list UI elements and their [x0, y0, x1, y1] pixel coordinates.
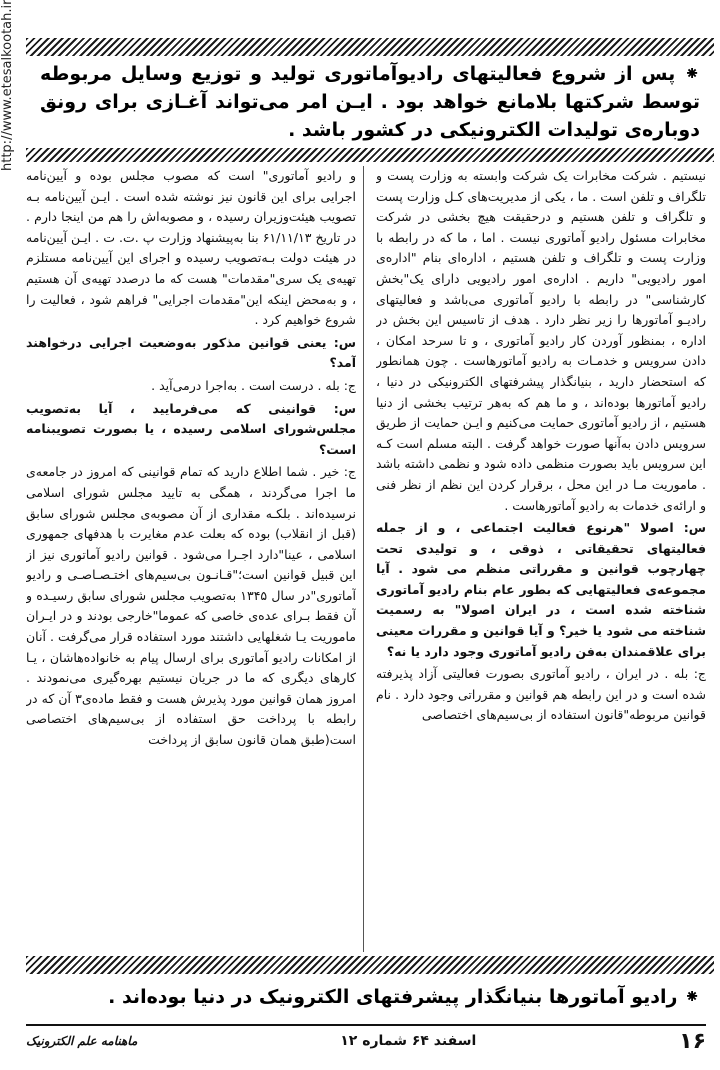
hatch-band-bottom — [26, 956, 714, 974]
callout-bottom: ⁕ رادیو آماتورها بنیانگذار پیشرفتهای الکترونیک در دنیا بوده‌اند . — [108, 986, 700, 1008]
side-url: http://www.etesalkootah.ir — [0, 0, 15, 172]
hatch-band-top — [26, 38, 714, 56]
answer-paragraph: ج: بله . درست است . به‌اجرا درمی‌آید . — [151, 377, 356, 393]
column-left — [26, 166, 356, 952]
callout-top: ⁕ پس از شروع فعالیتهای رادیوآماتوری تولید و توزیع وسایل مربوطه توسط شرکتها بلامانع خواهد بود . ایـن امر می‌تواند آغـازی برای رونق دوباره‌ی تولیدات الکترونیکی در کشور باشد . — [40, 63, 700, 141]
answer-paragraph: ج: خیر . شما اطلاع دارید که تمام قوانینی که امروز در جامعه‌ی ما اجرا می‌گردند ، همگی به تایید مجلس شورای اسلامی نرسیده‌اند . بلکـه مقداری از آن مصوبه‌ی مجلس شورای سابق (قبل از انقلاب) بوده که بعلت عدم مغایرت با هدفهای جمهوری اسلامی ، عینا"دارد اجـرا می‌شود . قوانین رادیو آماتوری نیز از این قبیل قوانین است؛"قـانـون بی‌سیم‌های اختـصـاصـی و رادیو آماتوری"در سال ۱۳۴۵ به‌تصویب مجلس شورای سابق رسیـده و آن فقط بـرای عده‌ی خاصی که عموما"خارجی بودند و در ایـران ماموریت یـا شغلهایی داشتند مورد استفاده قرار می‌گرفت . آنان از امکانات رادیو آماتوری برای ارسال پیام به خانواده‌هاشان ، یـا کارهای دیگری که ما در جریان نیستیم بهره‌گیری می‌نمودند . امروز همان قوانین مورد پذیرش هست و فقط ماده‌ی۳ آن که در رابطه با پرداخت حق استفاده از بی‌سیم‌های اختصاصی است(طبق همان قانون سابق از پرداخت — [26, 464, 356, 748]
question-paragraph: س: قوانینی که می‌فرمایید ، آیا به‌تصویب مجلس‌شورای اسلامی رسیده ، یا بصورت تصویبنامه است؟ — [26, 400, 356, 457]
hatch-band-middle — [26, 148, 714, 162]
question-paragraph: س: یعنی قوانین مذکور به‌وضعیت اجرایی درخواهند آمد؟ — [26, 334, 356, 371]
page-footer — [26, 1024, 706, 1056]
question-paragraph: س: اصولا "هرنوع فعالیت اجتماعی ، و از جمله فعالیتهای تحقیقاتی ، ذوقی ، و تولیدی تحت چهارچوب قوانین و مقرراتی منظم می شود . آیا مجموعه‌ی فعالیتهایی که بطور عام بنام رادیو آماتوری شناخته شده است ، در ایران اصولا" به رسمیت شناخته می شود یا خیر؟ و آیا قوانین و مقررات معینی برای علاقمندان به‌فن رادیو آماتوری وجود دارد یا نه؟ — [376, 520, 706, 659]
column-divider — [363, 166, 364, 952]
article-columns — [26, 166, 706, 952]
answer-paragraph: ج: بله . در ایران ، رادیو آماتوری بصورت فعالیتی آزاد پذیرفته شده است و در این رابطه هم قوانین و مقرراتی وجود دارد . نام قوانین مربوطه"قانون استفاده از بی‌سیم‌های اختصاصی — [376, 666, 706, 723]
answer-paragraph: نیستیم . شرکت مخابرات یک شرکت وابسته به وزارت پست و تلگراف و تلفن است . ما ، یکی از مدیریت‌های کـل وزارت پست و تلگراف و تلفن هستیم و درحقیقت هیچ بخشی در شرکت مخابرات مسئول رادیو آماتوری نیست . اما ، ما که در رابطه با وزارت پست و تلگراف و تلفن هستیم ، اداره‌ای بنام "اداره‌ی امور رادیویی" داریم . اداره‌ی امور رادیویی دارای یک"بخش کارشناسی" در رابطه با رادیو آماتوری می‌باشد و فعالیتهای رادیـو آماتورها را زیر نظر دارد . هدف از تاسیس این بخش در اداره ، بمنظور آوردن کار رادیو آماتوری ، و تا سرحد امکان ، دادن سرویس و خدمـات به رادیو آماتورهاست . چون همانطور که استحضار دارید ، بنیانگذار پیشرفتهای الکترونیکی در دنیا ، رادیو آماتورها بوده‌اند ، و ما هم که به‌هر ترتیب بخشی از دنیا هستیم ، از رادیو آماتوری حمایت می‌کنیم و ایـن حمایت از طریق سرویس دادن به‌آنها صورت خواهد گرفت . البته مسلم است کـه این سرویس باید بصورت منظمی داده شود و نظمی داشته باشد . ماموریت مـا در این محل ، برقرار کردن این نظم از نظر فنی و ارائه‌ی خدمات به رادیو آماتورهاست . — [376, 168, 706, 513]
page-number: ۱۶ — [679, 1028, 706, 1054]
column-right — [376, 166, 706, 952]
magazine-name: ماهنامه علم الکترونیک — [26, 1034, 138, 1048]
answer-paragraph: و رادیو آماتوری" است که مصوب مجلس بوده و آیین‌نامه اجرایی برای این قانون نیز نوشته شده است . ایـن آیین‌نامه بـه تصویب هیئت‌وزیران رسیده ، و مصوبه‌اش را هم من اینجا دارم . در تاریخ ۶۱/۱۱/۱۳ بنا به‌پیشنهاد وزارت پ .ت. ت . ایـن آیین‌نامه در هیئت دولت بـه‌تصویب رسیده و اجرای این آیین‌نامه مستلزم تهیه‌ی یک سری"مقدمات" هست که ما درصدد تهیه‌ی آن هستیم ، و به‌محض اینکه این"مقدمات اجرایی" فراهم شود ، فعالیت را شروع خواهیم کرد . — [26, 168, 356, 328]
issue-label: اسفند ۶۴ شماره ۱۲ — [340, 1033, 477, 1049]
